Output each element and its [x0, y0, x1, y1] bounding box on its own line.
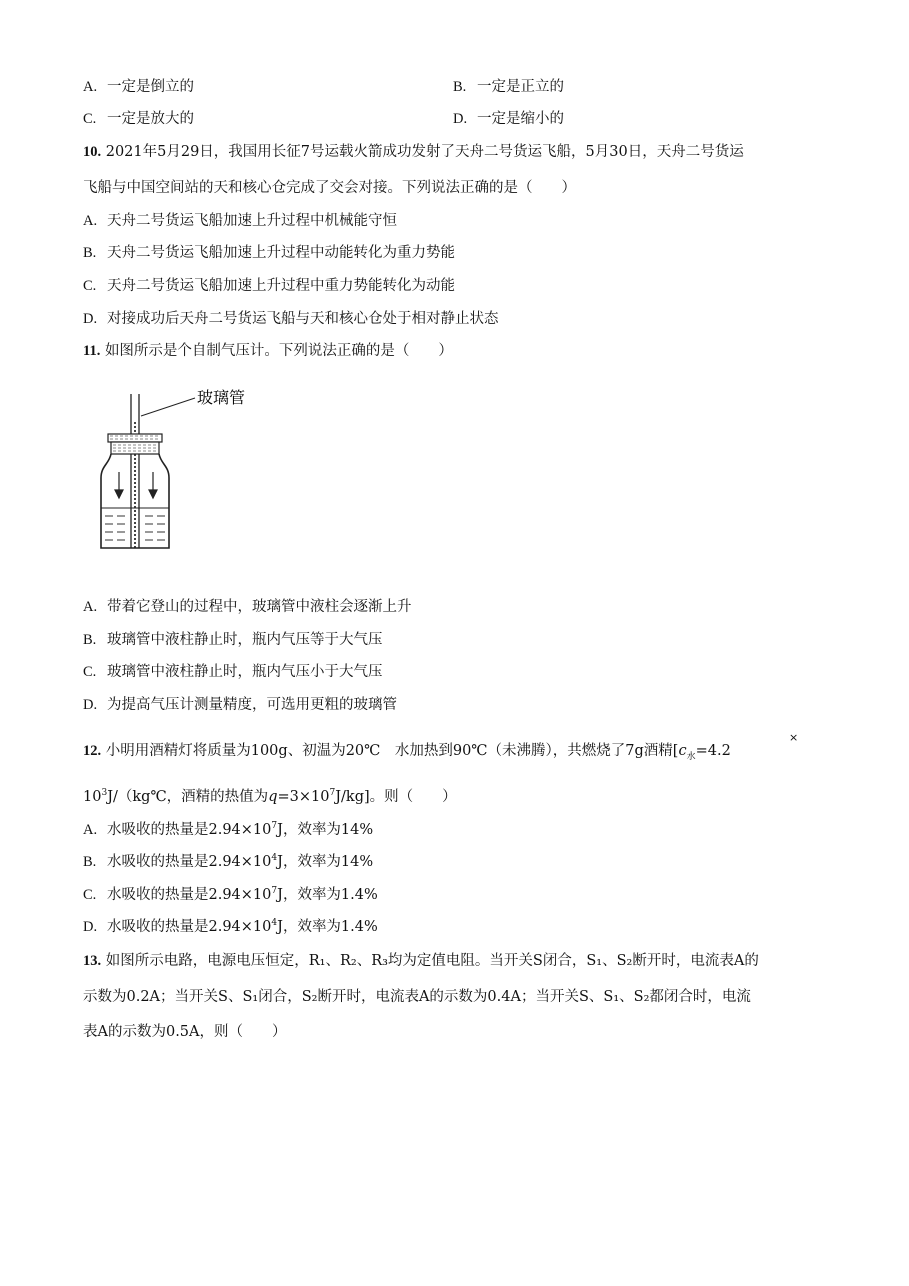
- q11-option-a: [83, 597, 412, 617]
- option-label: A.: [83, 213, 98, 229]
- q9-option-d: [453, 109, 564, 129]
- option-label: C.: [83, 887, 97, 903]
- option-text: 天舟二号货运飞船加速上升过程中机械能守恒: [107, 213, 397, 229]
- q9-option-b: [453, 77, 564, 97]
- option-label: B.: [83, 245, 97, 261]
- q10-option-b: [83, 243, 455, 263]
- q10-option-d: [83, 309, 499, 329]
- option-label: D.: [83, 697, 98, 713]
- option-text: 水吸收的热量是2.94×10: [107, 919, 272, 935]
- option-label: A.: [83, 599, 98, 615]
- option-label: C.: [83, 664, 97, 680]
- option-text: 一定是倒立的: [107, 79, 194, 95]
- q10-stem-line1: [83, 142, 744, 162]
- var-q: q: [268, 789, 278, 805]
- q12-option-a: [83, 820, 373, 840]
- var-c: c: [678, 743, 687, 759]
- barometer-figure: [95, 384, 265, 560]
- q11-option-c: [83, 662, 383, 682]
- superscript: 7: [271, 886, 278, 897]
- option-label: C.: [83, 278, 97, 294]
- question-number: 12.: [83, 743, 102, 759]
- barometer-diagram: [95, 384, 265, 556]
- question-number: 11.: [83, 343, 101, 359]
- option-text: J，效率为1.4%: [277, 887, 378, 903]
- q12-stem-line1: [83, 741, 731, 761]
- option-text: 玻璃管中液柱静止时，瓶内气压小于大气压: [107, 664, 383, 680]
- times-sign: ×: [789, 731, 799, 744]
- option-text: 带着它登山的过程中，玻璃管中液柱会逐渐上升: [107, 599, 412, 615]
- option-label: C.: [83, 111, 97, 127]
- stem-text: 如图所示电路，电源电压恒定，R₁、R₂、R₃均为定值电阻。当开关S闭合，S₁、S₂断开时，电流表A的: [105, 953, 759, 969]
- option-text: 一定是放大的: [107, 111, 194, 127]
- q13-stem-line3: 表A的示数为0.5A，则（ ）: [83, 1024, 287, 1040]
- option-text: 一定是正立的: [477, 79, 564, 95]
- option-text: 一定是缩小的: [477, 111, 564, 127]
- stem-text: J/kg]。则（ ）: [335, 789, 457, 805]
- option-label: A.: [83, 79, 98, 95]
- q13-stem-line2: 示数为0.2A；当开关S、S₁闭合，S₂断开时，电流表A的示数为0.4A；当开关S、S₁、S₂都闭合时，电流: [83, 989, 751, 1005]
- figure-label-glass-tube: 玻璃管: [197, 388, 246, 407]
- superscript: 4: [271, 918, 278, 929]
- subscript-water: 水: [686, 751, 696, 762]
- q11-option-d: [83, 695, 397, 715]
- q11-stem: [83, 341, 453, 361]
- stem-text: =4.2: [695, 743, 731, 759]
- option-text: J，效率为1.4%: [277, 919, 378, 935]
- stem-text: 10: [83, 789, 102, 805]
- stem-text: =3×10: [277, 789, 330, 805]
- question-number: 10.: [83, 144, 102, 160]
- option-label: B.: [83, 854, 97, 870]
- q10-option-c: [83, 276, 455, 296]
- q12-stem-line2: [83, 787, 457, 807]
- option-text: 天舟二号货运飞船加速上升过程中重力势能转化为动能: [107, 278, 455, 294]
- option-text: 水吸收的热量是2.94×10: [107, 887, 272, 903]
- stem-text: 小明用酒精灯将质量为100g、初温为20℃ 水加热到90℃（未沸腾），共燃烧了7g酒精[: [105, 743, 679, 759]
- question-number: 13.: [83, 953, 102, 969]
- option-label: D.: [83, 311, 98, 327]
- superscript: 4: [271, 853, 278, 864]
- superscript: 7: [329, 788, 336, 799]
- option-text: 玻璃管中液柱静止时，瓶内气压等于大气压: [107, 632, 383, 648]
- stem-text: 2021年5月29日，我国用长征7号运载火箭成功发射了天舟二号货运飞船，5月30日，天舟二号货运: [105, 144, 744, 160]
- option-text: 为提高气压计测量精度，可选用更粗的玻璃管: [107, 697, 397, 713]
- stem-text: J/（kg℃，酒精的热值为: [107, 789, 269, 805]
- q12-option-b: [83, 852, 373, 872]
- option-text: J，效率为14%: [277, 854, 374, 870]
- option-text: 天舟二号货运飞船加速上升过程中动能转化为重力势能: [107, 245, 455, 261]
- option-text: 水吸收的热量是2.94×10: [107, 822, 272, 838]
- q9-option-c: [83, 109, 194, 129]
- q11-option-b: [83, 630, 383, 650]
- q12-option-d: [83, 917, 378, 937]
- q10-option-a: [83, 211, 397, 231]
- option-text: 水吸收的热量是2.94×10: [107, 854, 272, 870]
- option-label: D.: [83, 919, 98, 935]
- option-label: A.: [83, 822, 98, 838]
- q13-stem-line1: [83, 951, 759, 971]
- q10-stem-line2: 飞船与中国空间站的天和核心仓完成了交会对接。下列说法正确的是（ ）: [83, 180, 576, 196]
- option-text: 对接成功后天舟二号货运飞船与天和核心仓处于相对静止状态: [107, 311, 499, 327]
- option-label: B.: [83, 632, 97, 648]
- stem-text: 如图所示是个自制气压计。下列说法正确的是（ ）: [104, 343, 453, 359]
- q12-option-c: [83, 885, 378, 905]
- option-label: B.: [453, 79, 467, 95]
- option-text: J，效率为14%: [277, 822, 374, 838]
- superscript: 3: [101, 788, 108, 799]
- option-label: D.: [453, 111, 468, 127]
- superscript: 7: [271, 821, 278, 832]
- q9-option-a: [83, 77, 194, 97]
